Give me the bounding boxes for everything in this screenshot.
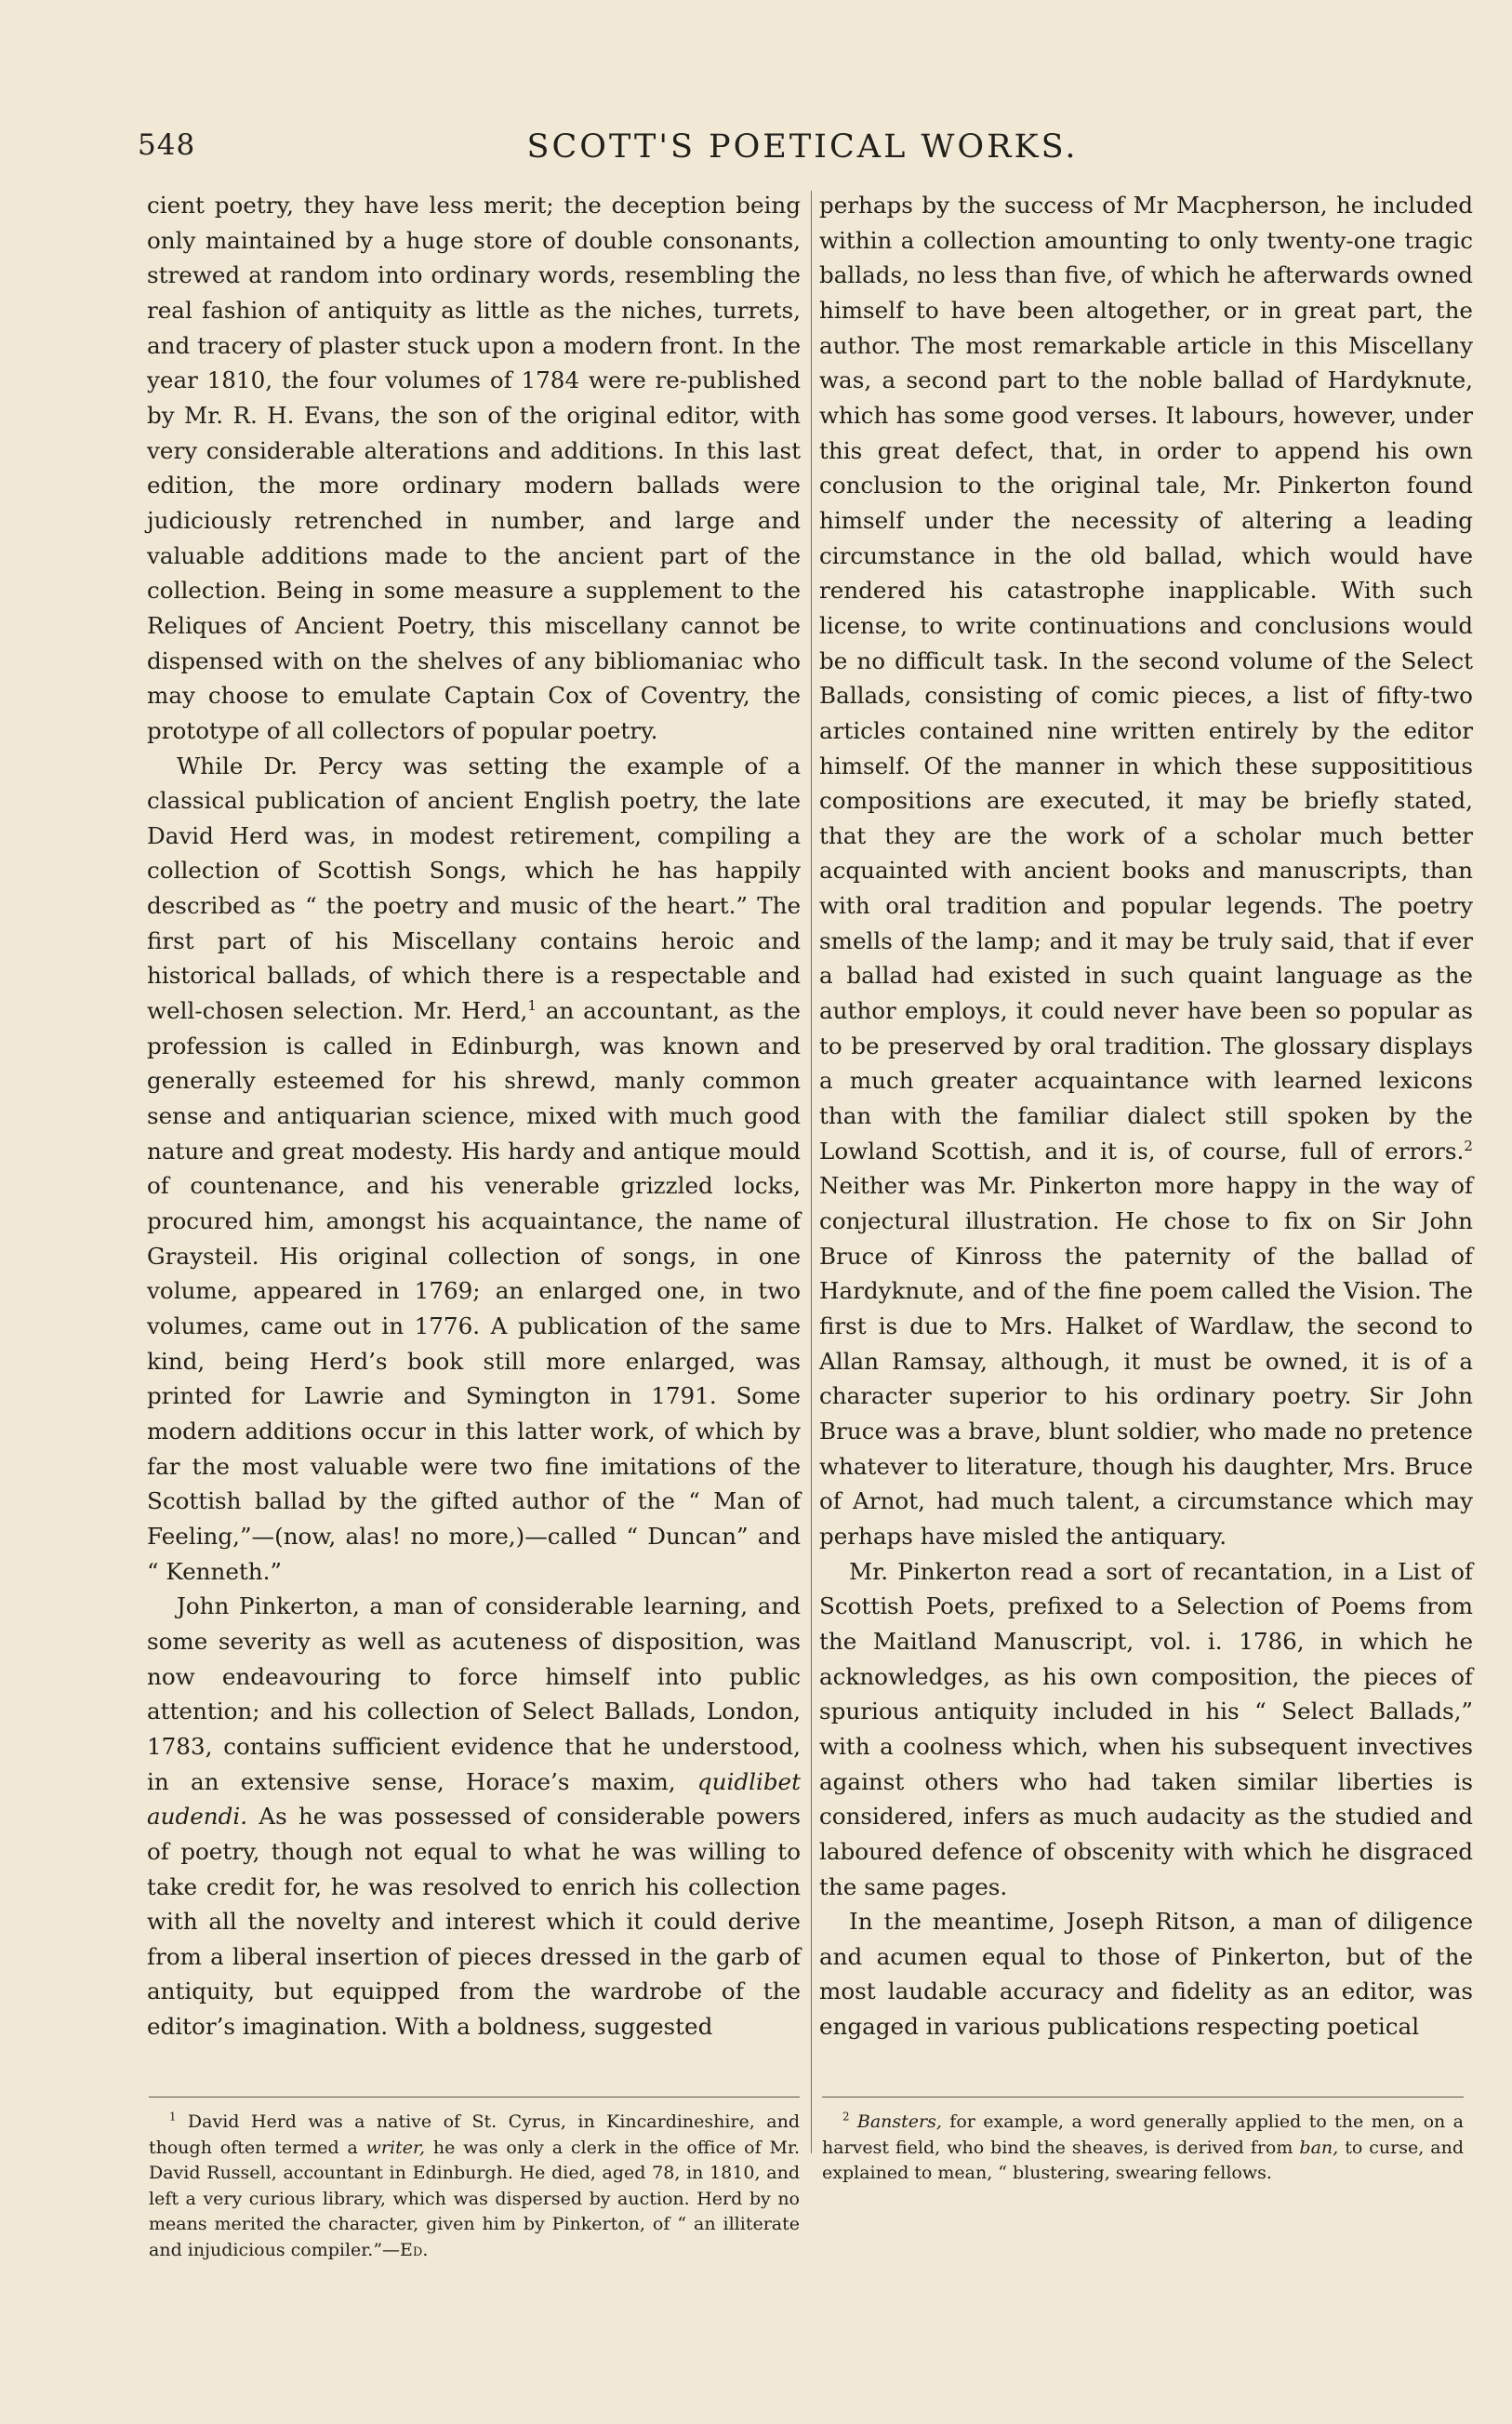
footnote-1: $^1$ David Herd was a native of St. Cyrus, in Kincardineshire, and though often termed a writer, he was only a clerk in the office of Mr. David Russell, accountant in Edinburgh. He died, aged 78, in 1810, and left a very curious library, which was dispersed by auction. Herd by no means merited the character, given him by Pinkerton, of “ an illiterate and injudicious compiler.”—Ed. bbox=[149, 2110, 800, 2260]
footnote-divider bbox=[822, 2097, 1464, 2098]
paragraph: While Dr. Percy was setting the example of a classical publication of ancient English poetry, the late David Herd was, in modest retirement, compiling a collection of Scottish Songs, which he has happily described as “ the poetry and music of the heart.” The first part of his Miscellany contains heroic and historical ballads, of which there is a respectable and well-chosen selection. Mr. Herd,$^1$ an accountant, as the profession is called in Edinburgh, was known and generally esteemed for his shrewd, manly common sense and antiquarian science, mixed with much good nature and great modesty. His hardy and antique mould of countenance, and his venerable grizzled locks, procured him, amongst his acquaintance, the name of Graysteil. His original collection of songs, in one volume, appeared in 1769; an enlarged one, in two volumes, came out in 1776. A publication of the same kind, being Herd’s book still more enlarged, was printed for Lawrie and Symington in 1791. Some modern additions occur in this latter work, of which by far the most valuable were two fine imitations of the Scottish ballad by the gifted author of the “ Man of Feeling,”—(now, alas! no more,)—called “ Duncan” and “ Kenneth.” bbox=[147, 752, 801, 1585]
footnote-2: $^2$ Bansters, for example, a word generally applied to the men, on a harvest field, who bind the sheaves, is derived from ban, to curse, and explained to mean, “ blustering, swearing fellows. bbox=[822, 2110, 1465, 2183]
page-header bbox=[138, 128, 1467, 177]
footnote-divider bbox=[149, 2097, 800, 2098]
footnotes-right bbox=[822, 2110, 1464, 2187]
left-column bbox=[147, 188, 801, 2044]
paragraph: Mr. Pinkerton read a sort of recantation, in a List of Scottish Poets, prefixed to a Selection of Poems from the Maitland Manuscript, vol. i. 1786, in which he acknowledges, as his own composition, the pieces of spurious antiquity included in his “ Select Ballads,” with a coolness which, when his subsequent invectives against others who had taken similar liberties is considered, infers as much audacity as the studied and laboured defence of obscenity with which he disgraced the same pages. bbox=[819, 1557, 1473, 1900]
column-divider bbox=[811, 191, 812, 2153]
footnote-marker: 1 bbox=[527, 996, 537, 1014]
footnote-marker: 2 bbox=[842, 2110, 850, 2124]
page-number: 548 bbox=[138, 128, 196, 162]
paragraph: cient poetry, they have less merit; the deception being only maintained by a huge store of double consonants, strewed at random into ordinary words, resembling the real fashion of antiquity as little as the niches, turrets, and tracery of plaster stuck upon a modern front. In the year 1810, the four volumes of 1784 were re-published by Mr. R. H. Evans, the son of the original editor, with very considerable alterations and additions. In this last edition, the more ordinary modern ballads were judiciously retrenched in number, and large and valuable additions made to the ancient part of the collection. Being in some measure a supplement to the Reliques of Ancient Poetry, this miscellany cannot be dispensed with on the shelves of any bibliomaniac who may choose to emulate Captain Cox of Coventry, the prototype of all collectors of popular poetry. bbox=[147, 192, 801, 744]
paragraph: perhaps by the success of Mr Macpherson, he included within a collection amounting to only twenty-one tragic ballads, no less than five, of which he afterwards owned himself to have been altogether, or in great part, the author. The most remarkable article in this Miscellany was, a second part to the noble ballad of Hardyknute, which has some good verses. It labours, however, under this great defect, that, in order to append his own conclusion to the original tale, Mr. Pinkerton found himself under the necessity of altering a leading circumstance in the old ballad, which would have rendered his catastrophe inapplicable. With such license, to write continuations and conclusions would be no difficult task. In the second volume of the Select Ballads, consisting of comic pieces, a list of fifty-two articles contained nine written entirely by the editor himself. Of the manner in which these supposititious compositions are executed, it may be briefly stated, that they are the work of a scholar much better acquainted with ancient books and manuscripts, than with oral tradition and popular legends. The poetry smells of the lamp; and it may be truly said, that if ever a ballad had existed in such quaint language as the author employs, it could never have been so popular as to be preserved by oral tradition. The glossary displays a much greater acquaintance with learned lexicons than with the familiar dialect still spoken by the Lowland Scottish, and it is, of course, full of errors.$^2$ Neither was Mr. Pinkerton more happy in the way of conjectural illustration. He chose to fix on Sir John Bruce of Kinross the paternity of the ballad of Hardyknute, and of the fine poem called the Vision. The first is due to Mrs. Halket of Wardlaw, the second to Allan Ramsay, although, it must be owned, it is of a character superior to his ordinary poetry. Sir John Bruce was a brave, blunt soldier, who made no pretence whatever to literature, though his daughter, Mrs. Bruce of Arnot, had much talent, a circumstance which may perhaps have misled the antiquary. bbox=[819, 192, 1473, 1550]
right-column bbox=[819, 188, 1473, 2044]
footnote-marker: 2 bbox=[1464, 1137, 1473, 1154]
footnote-marker: 1 bbox=[169, 2110, 177, 2124]
paragraph: In the meantime, Joseph Ritson, a man of diligence and acumen equal to those of Pinkerton, but of the most laudable accuracy and fidelity as an editor, was engaged in various publications respecting poetical bbox=[819, 1908, 1473, 2041]
paragraph: John Pinkerton, a man of considerable learning, and some severity as well as acuteness of disposition, was now endeavouring to force himself into public attention; and his collection of Select Ballads, London, 1783, contains sufficient evidence that he understood, in an extensive sense, Horace’s maxim, quidlibet audendi. As he was possessed of considerable powers of poetry, though not equal to what he was willing to take credit for, he was resolved to enrich his collection with all the novelty and interest which it could derive from a liberal insertion of pieces dressed in the garb of antiquity, but equipped from the wardrobe of the editor’s imagination. With a boldness, suggested bbox=[147, 1592, 801, 2041]
footnotes-left bbox=[149, 2110, 800, 2263]
editor-signature: Ed. bbox=[400, 2239, 429, 2260]
running-title: SCOTT'S POETICAL WORKS. bbox=[526, 128, 1079, 166]
